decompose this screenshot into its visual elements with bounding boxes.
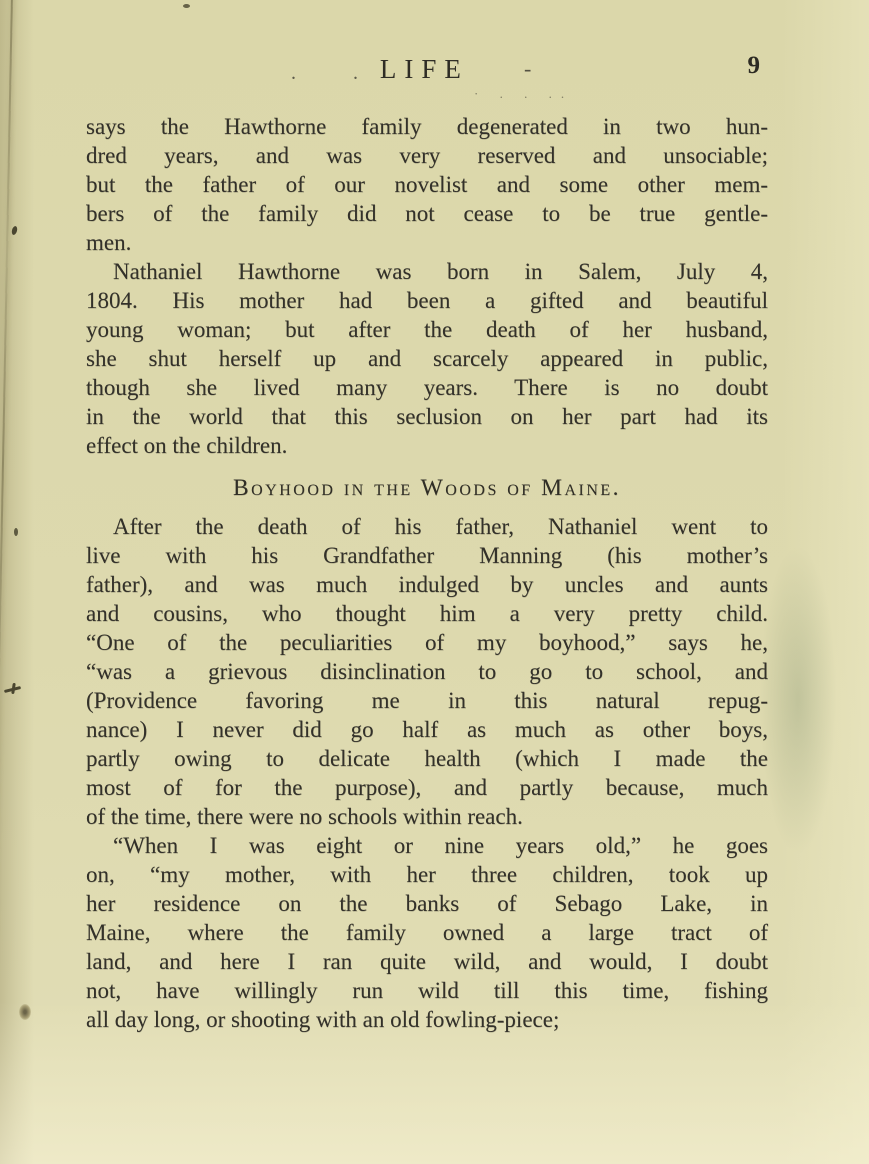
text-line: father), and was much indulged by uncles and aunts [86,572,768,597]
page-edge-crease [0,0,13,1164]
text-line: all day long, or shooting with an old fowling-piece; [86,1007,560,1032]
text-line: and cousins, who thought him a very pretty child. [86,601,768,626]
text-line: not, have willingly run wild till this time, fishing [86,978,768,1003]
text-line: young woman; but after the death of her husband, [86,317,768,342]
text-line: says the Hawthorne family degenerated in two hun- [86,114,768,139]
text-line: bers of the family did not cease to be true gentle- [86,201,768,226]
print-smudge: · . . .. [474,86,574,101]
paragraph [86,257,768,460]
paragraph [86,112,768,257]
text-line: live with his Grandfather Manning (his mother’s [86,543,768,568]
text-line: After the death of his father, Nathaniel went to [113,514,768,539]
text-line: 1804. His mother had been a gifted and beautiful [86,288,768,313]
text-line: of the time, there were no schools within reach. [86,804,523,829]
text-line: Maine, where the family owned a large tract of [86,920,768,945]
text-line: land, and here I ran quite wild, and would, I doubt [86,949,768,974]
text-line: though she lived many years. There is no doubt [86,375,768,400]
text-line: dred years, and was very reserved and unsociable; [86,143,768,168]
paper-speck [183,4,190,8]
text-line: “When I was eight or nine years old,” he goes [113,833,768,858]
running-title: LIFE [379,54,469,84]
page-header [86,52,768,101]
text-line: in the world that this seclusion on her part had its [86,404,768,429]
text-line: but the father of our novelist and some other mem- [86,172,768,197]
paragraph [86,831,768,1034]
text-line: partly owing to delicate health (which I made the [86,746,768,771]
text-line: “was a grievous disinclination to go to school, and [86,659,768,684]
page-number: 9 [747,52,760,79]
text-line: Nathaniel Hawthorne was born in Salem, July 4, [113,259,768,284]
print-artifact-dash: - [524,56,532,81]
text-line: (Providence favoring me in this natural repug- [86,688,768,713]
text-line: effect on the children. [86,433,288,458]
text-line: nance) I never did go half as much as other boys, [86,717,768,742]
text-line: most of for the purpose), and partly because, much [86,775,768,800]
print-artifact-dots: . . [291,62,384,84]
page-body [86,112,768,1034]
text-line: she shut herself up and scarcely appeared in public, [86,346,768,371]
paper-speck [14,528,18,536]
paragraph [86,512,768,831]
text-line: her residence on the banks of Sebago Lake, in [86,891,768,916]
paper-hole [19,1004,31,1020]
text-line: on, “my mother, with her three children, took up [86,862,768,887]
paper-speck [11,226,18,236]
text-line: men. [86,230,132,255]
text-line: “One of the peculiarities of my boyhood,” says he, [86,630,768,655]
section-heading: Boyhood in the Woods of Maine. [232,475,622,501]
